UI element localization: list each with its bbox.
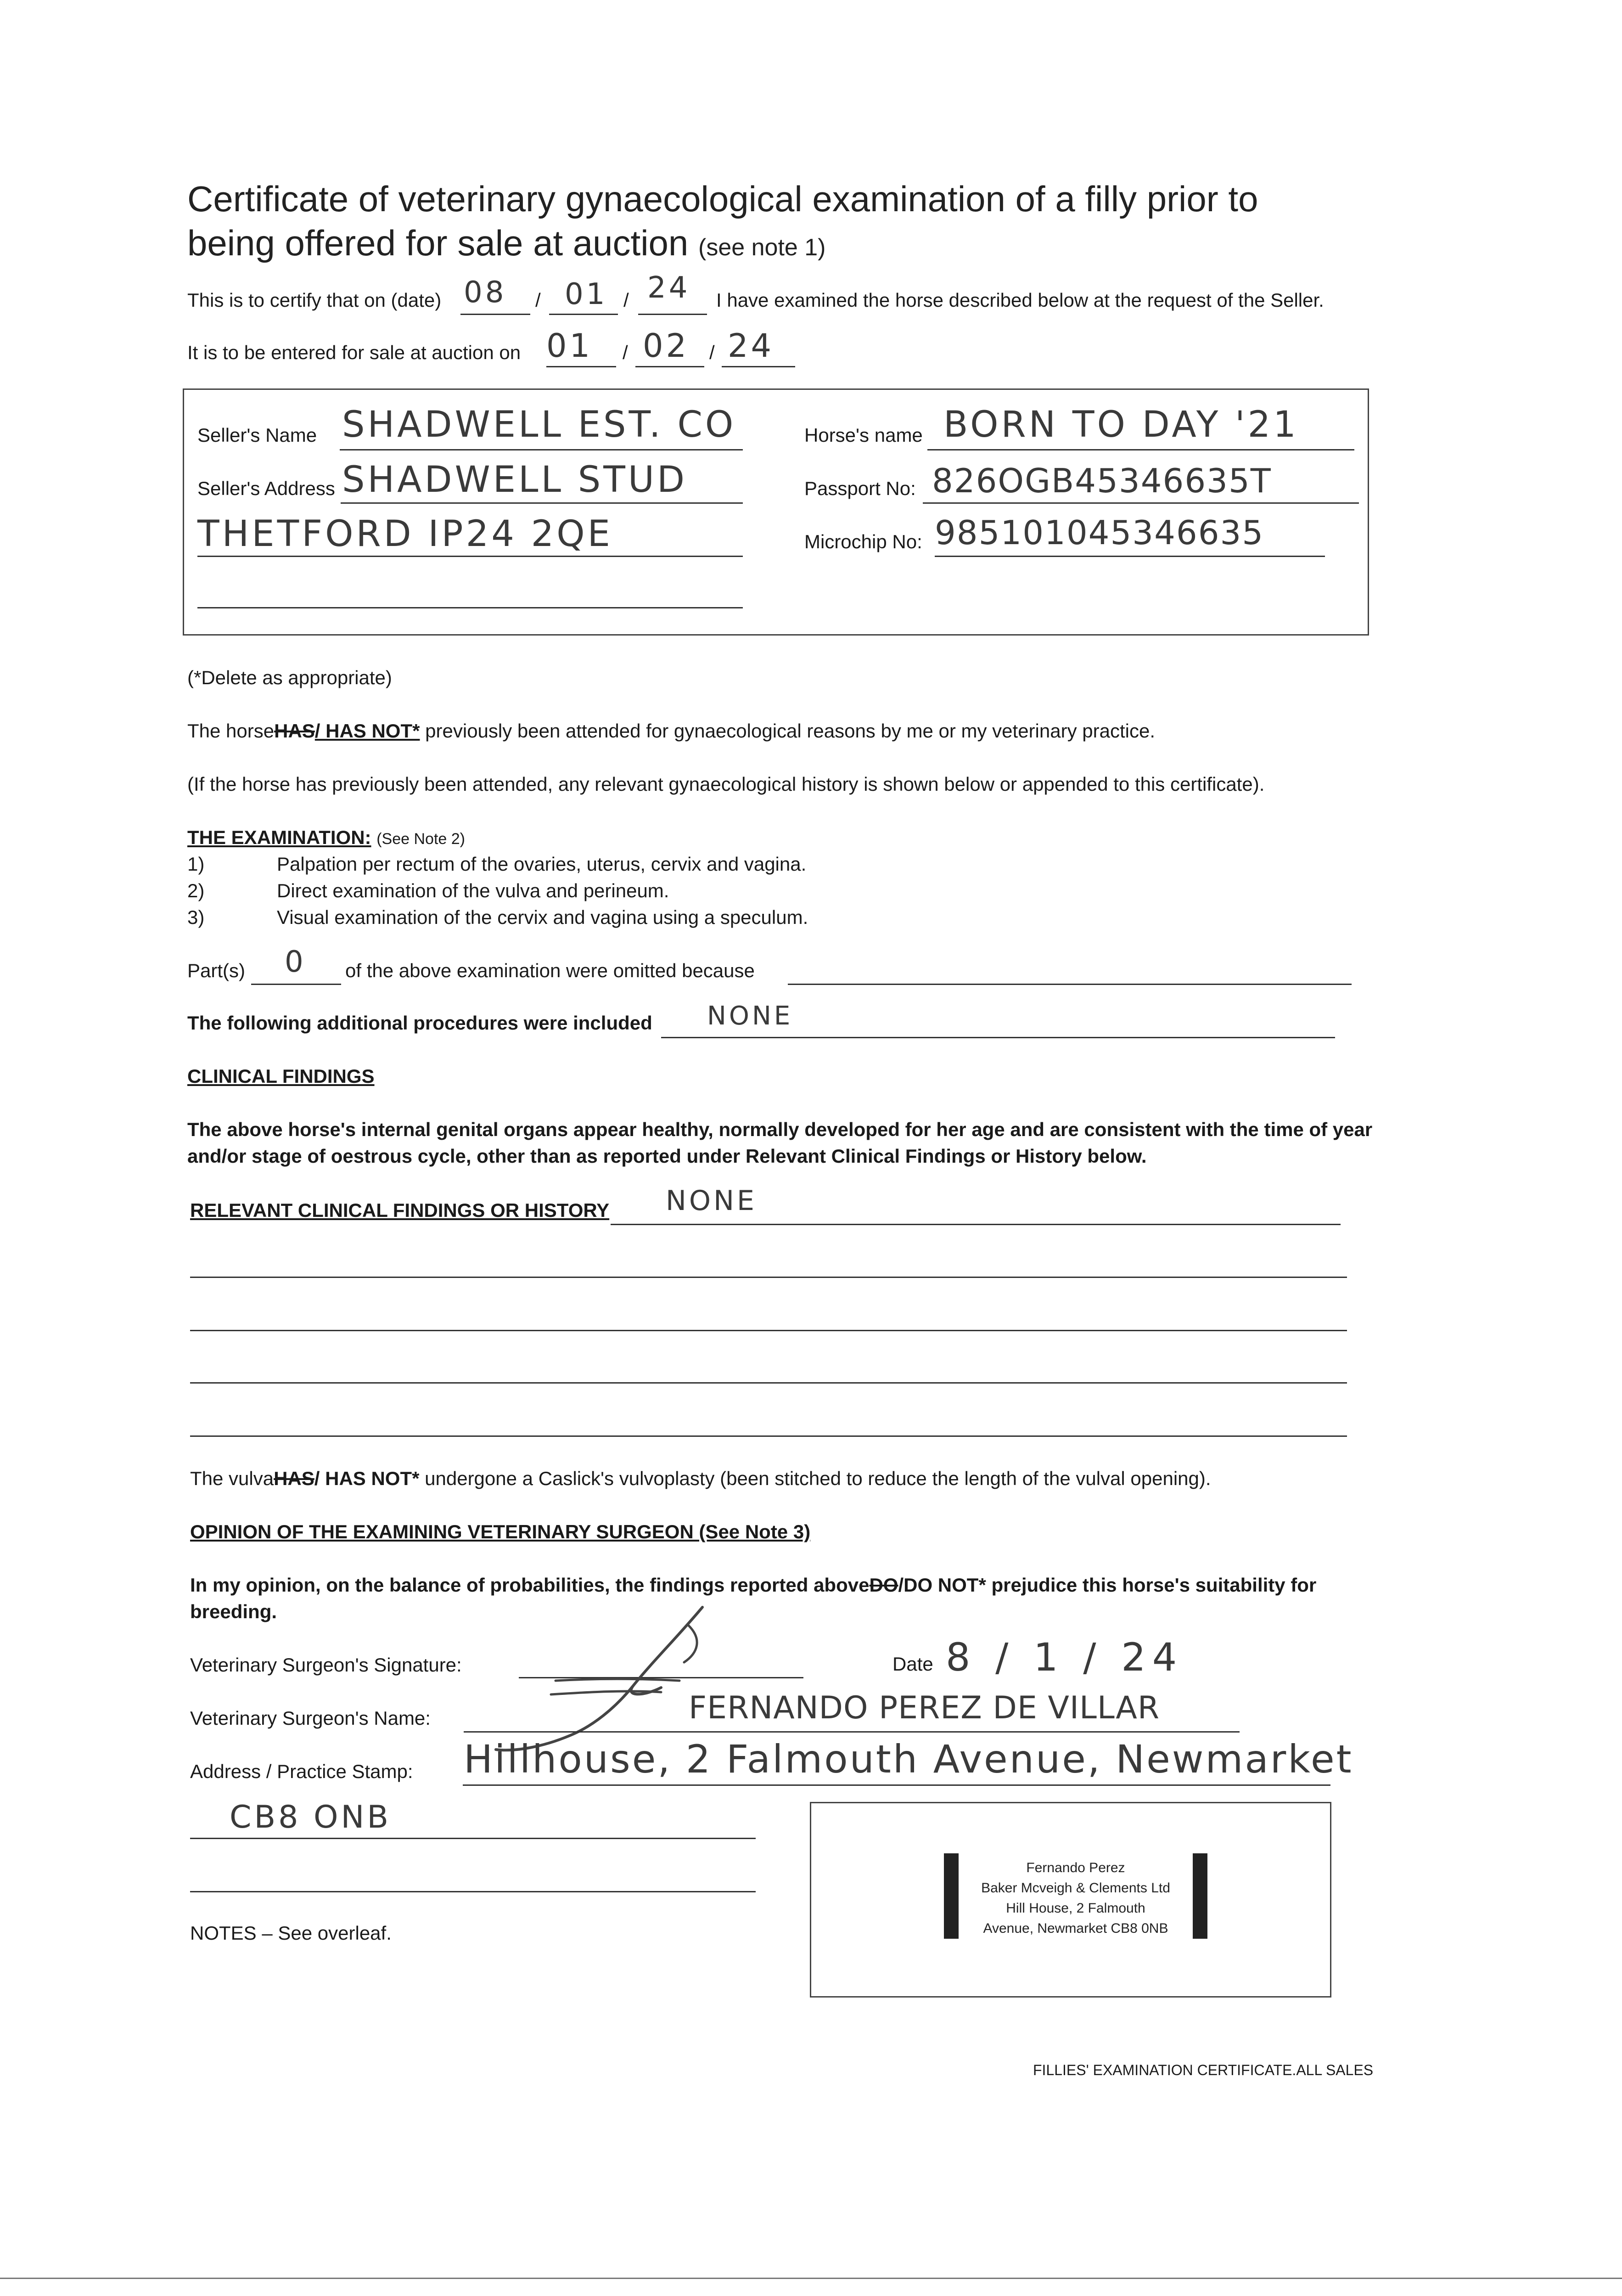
clinical-findings-heading: CLINICAL FINDINGS (187, 1065, 375, 1087)
signature-date-value: 8 / 1 / 24 (946, 1635, 1184, 1680)
exam-item-3-text: Visual examination of the cervix and vagina using a speculum. (277, 906, 808, 928)
passport-value: 826OGB45346635T (932, 461, 1272, 500)
auction-prefix: It is to be entered for sale at auction on (187, 342, 521, 363)
seller-address-line1: SHADWELL STUD (342, 459, 688, 501)
stamp-line-1: Fernando Perez (1026, 1860, 1125, 1875)
passport-label: Passport No: (804, 478, 916, 499)
auction-day: 01 (546, 327, 593, 365)
vet-address-line2: CB8 ONB (230, 1799, 392, 1835)
auction-sep-1: / (623, 342, 628, 363)
parts-value: 0 (285, 945, 306, 979)
date-label: Date (892, 1653, 933, 1675)
additional-procedures-value: NONE (707, 1001, 793, 1031)
additional-procedures-label: The following additional procedures were included (187, 1012, 652, 1034)
clinical-findings-line2: and/or stage of oestrous cycle, other than as reported under Relevant Clinical Findings or History below. (187, 1145, 1147, 1167)
exam-heading: THE EXAMINATION: (See Note 2) (187, 827, 465, 848)
stamp-line-2: Baker Mcveigh & Clements Ltd (981, 1880, 1170, 1896)
notes-overleaf: NOTES – See overleaf. (190, 1922, 392, 1944)
seller-name-label: Seller's Name (197, 424, 317, 446)
stamp-bar-right (1193, 1853, 1207, 1939)
certify-prefix: This is to certify that on (date) (187, 289, 442, 311)
horse-name-value: BORN TO DAY '21 (943, 404, 1299, 445)
relevant-findings-value: NONE (666, 1185, 757, 1217)
seller-address-line2: THETFORD IP24 2QE (197, 513, 613, 555)
vulva-has-struck: HAS (274, 1468, 314, 1489)
address-stamp-label: Address / Practice Stamp: (190, 1761, 413, 1782)
clinical-findings-line1: The above horse's internal genital organs appear healthy, normally developed for her age and are consistent with the time of year (187, 1119, 1373, 1140)
stamp-line-3: Hill House, 2 Falmouth (1006, 1901, 1145, 1916)
attended-has-not: / HAS NOT* (314, 720, 420, 742)
exam-month: 01 (565, 277, 608, 311)
parts-prefix: Part(s) (187, 960, 245, 981)
practice-stamp-text (960, 1858, 1191, 1939)
attended-statement: The horseHAS/ HAS NOT* previously been attended for gynaecological reasons by me or my veterinary practice. (187, 720, 1155, 742)
exam-item-1-text: Palpation per rectum of the ovaries, uterus, cervix and vagina. (277, 853, 807, 875)
auction-month: 02 (643, 327, 690, 365)
attended-has-struck: HAS (274, 720, 315, 742)
microchip-label: Microchip No: (804, 531, 922, 552)
title-line-2: being offered for sale at auction (see note 1) (187, 223, 826, 263)
vet-address-line1: Hillhouse, 2 Falmouth Avenue, Newmarket (464, 1737, 1353, 1782)
certificate-title (187, 177, 1258, 270)
exam-year: 24 (647, 271, 690, 305)
certify-suffix: I have examined the horse described below at the request of the Seller. (716, 289, 1324, 311)
vet-name-label: Veterinary Surgeon's Name: (190, 1707, 431, 1729)
exam-day: 08 (464, 276, 507, 310)
seller-address-label: Seller's Address (197, 478, 335, 499)
opinion-do-struck: DO (869, 1574, 898, 1596)
vulva-has-not: / HAS NOT* (314, 1468, 420, 1489)
title-line-1: Certificate of veterinary gynaecological examination of a filly prior to (187, 179, 1258, 219)
exam-item-2-text: Direct examination of the vulva and perineum. (277, 880, 669, 901)
stamp-bar-left (944, 1853, 959, 1939)
horse-name-label: Horse's name (804, 424, 923, 446)
auction-year: 24 (728, 327, 775, 365)
date-sep-1: / (535, 289, 541, 311)
opinion-line1: In my opinion, on the balance of probabilities, the findings reported aboveDO/DO NOT* prejudice this horse's suitability for (190, 1574, 1317, 1596)
opinion-line2: breeding. (190, 1601, 277, 1622)
delete-note: (*Delete as appropriate) (187, 667, 392, 688)
exam-item-2-num: 2) (187, 880, 205, 901)
exam-item-1-num: 1) (187, 853, 205, 875)
opinion-heading: OPINION OF THE EXAMINING VETERINARY SURGEON (See Note 3) (190, 1521, 811, 1542)
footer-text: FILLIES' EXAMINATION CERTIFICATE.ALL SALES (1033, 2062, 1374, 2078)
history-note: (If the horse has previously been attended, any relevant gynaecological history is shown below or appended to this certificate). (187, 773, 1265, 795)
vulva-statement: The vulvaHAS/ HAS NOT* undergone a Caslick's vulvoplasty (been stitched to reduce the length of the vulval opening). (190, 1468, 1211, 1489)
parts-suffix: of the above examination were omitted because (345, 960, 755, 981)
date-sep-2: / (623, 289, 629, 311)
microchip-value: 985101045346635 (935, 513, 1264, 552)
auction-sep-2: / (709, 342, 715, 363)
seller-name-value: SHADWELL EST. CO (342, 404, 736, 445)
title-note: (see note 1) (698, 234, 826, 261)
stamp-line-4: Avenue, Newmarket CB8 0NB (983, 1921, 1168, 1936)
exam-item-3-num: 3) (187, 906, 205, 928)
relevant-findings-heading: RELEVANT CLINICAL FINDINGS OR HISTORY (190, 1199, 610, 1221)
vet-name-value: FERNANDO PEREZ DE VILLAR (689, 1690, 1160, 1726)
signature-label: Veterinary Surgeon's Signature: (190, 1654, 462, 1676)
